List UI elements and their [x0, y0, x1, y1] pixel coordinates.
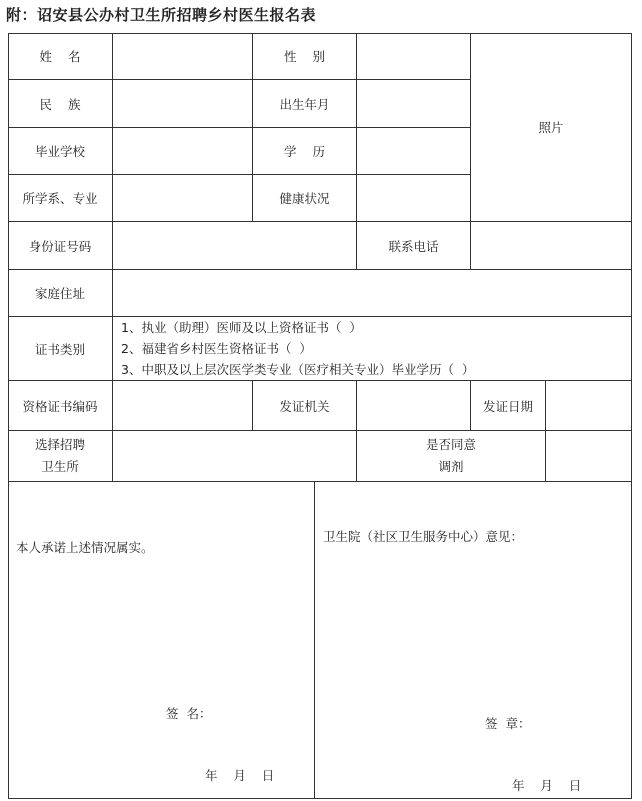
- clinic-choice-field[interactable]: [113, 431, 357, 482]
- gender-label: 性 别: [253, 33, 357, 80]
- phone-label: 联系电话: [357, 222, 471, 270]
- agree-transfer-label: 是否同意 调剂: [357, 431, 546, 482]
- health-label: 健康状况: [253, 175, 357, 222]
- cert-number-label: 资格证书编码: [8, 381, 113, 431]
- education-label: 学 历: [253, 128, 357, 175]
- cert-option-2[interactable]: 2、福建省乡村医生资格证书（ ）: [121, 341, 312, 356]
- ethnicity-label: 民 族: [8, 80, 113, 128]
- applicant-date-label[interactable]: 年 月 日: [205, 768, 275, 783]
- name-label: 姓 名: [8, 33, 113, 80]
- hospital-seal-label[interactable]: 签 章：: [485, 716, 531, 731]
- cert-type-options: [113, 317, 632, 381]
- pledge-text: 本人承诺上述情况属实。: [16, 540, 154, 555]
- id-number-label: 身份证号码: [8, 222, 113, 270]
- address-label: 家庭住址: [8, 270, 113, 317]
- department-major-label: 所学系、专业: [8, 175, 113, 222]
- hospital-opinion-label: 卫生院（社区卫生服务中心）意见：: [323, 529, 524, 544]
- id-number-field[interactable]: [113, 222, 357, 270]
- phone-field[interactable]: [471, 222, 632, 270]
- ethnicity-field[interactable]: [113, 80, 253, 128]
- applicant-signature-label[interactable]: 签 名：: [166, 706, 212, 721]
- birth-date-label: 出生年月: [253, 80, 357, 128]
- cert-type-label: 证书类别: [8, 317, 113, 381]
- applicant-pledge-box: [8, 482, 315, 799]
- issue-date-field[interactable]: [546, 381, 632, 431]
- hospital-opinion-box: [315, 482, 632, 799]
- form-title: 附：诏安县公办村卫生所招聘乡村医生报名表: [6, 6, 317, 24]
- name-field[interactable]: [113, 33, 253, 80]
- cert-option-1[interactable]: 1、执业（助理）医师及以上资格证书（ ）: [121, 320, 362, 335]
- issuer-field[interactable]: [357, 381, 471, 431]
- graduate-school-field[interactable]: [113, 128, 253, 175]
- agree-transfer-field[interactable]: [546, 431, 632, 482]
- hospital-date-label[interactable]: 年 月 日: [512, 778, 582, 793]
- birth-date-field[interactable]: [357, 80, 471, 128]
- issue-date-label: 发证日期: [471, 381, 546, 431]
- gender-field[interactable]: [357, 33, 471, 80]
- cert-number-field[interactable]: [113, 381, 253, 431]
- photo-box[interactable]: 照片: [471, 33, 632, 222]
- cert-option-3[interactable]: 3、中职及以上层次医学类专业（医疗相关专业）毕业学历（ ）: [121, 362, 475, 377]
- department-major-field[interactable]: [113, 175, 253, 222]
- registration-form: [8, 33, 632, 799]
- health-field[interactable]: [357, 175, 471, 222]
- address-field[interactable]: [113, 270, 632, 317]
- issuer-label: 发证机关: [253, 381, 357, 431]
- graduate-school-label: 毕业学校: [8, 128, 113, 175]
- clinic-choice-label: 选择招聘 卫生所: [8, 431, 113, 482]
- education-field[interactable]: [357, 128, 471, 175]
